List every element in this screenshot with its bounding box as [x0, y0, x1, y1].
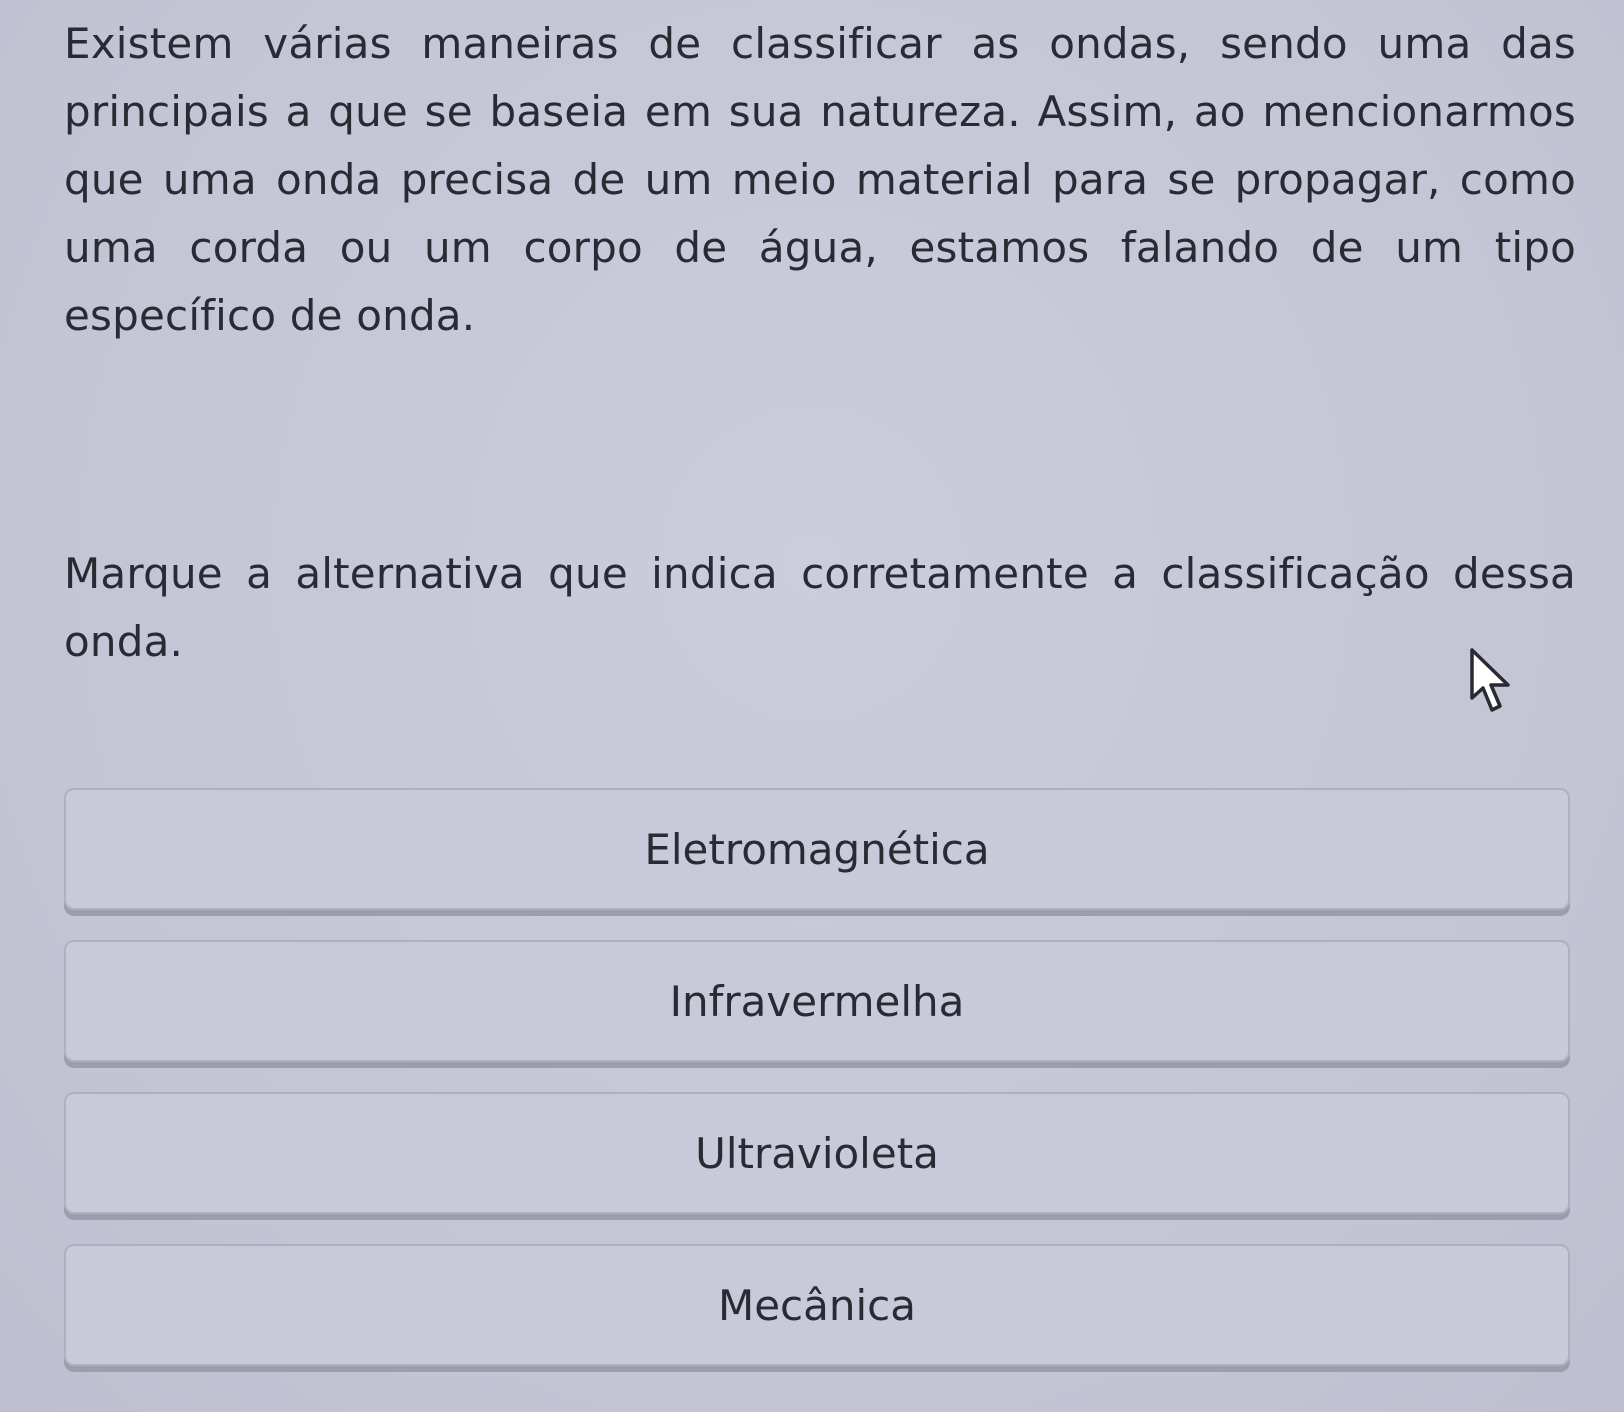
option-ultravioleta[interactable]: [64, 1092, 1570, 1214]
option-label: Mecânica: [717, 1280, 917, 1330]
mouse-pointer-icon: [1468, 648, 1514, 714]
answer-options: [64, 788, 1570, 1396]
option-label: Ultravioleta: [695, 1128, 939, 1178]
intro-paragraph: Existem várias maneiras de classificar as ondas, sendo uma das principais a que se baseia em sua natureza. Assim, ao mencionarmos que uma onda precisa de um meio material para se propagar, como uma corda ou um corpo de água, estamos falando de um tipo específico de onda.: [64, 19, 1576, 340]
option-mecanica[interactable]: [64, 1244, 1570, 1366]
question-prompt: Marque a alternativa que indica corretamente a classificação dessa onda.: [64, 549, 1576, 666]
option-infravermelha[interactable]: [64, 940, 1570, 1062]
option-eletromagnetica[interactable]: [64, 788, 1570, 910]
option-label: Infravermelha: [669, 976, 965, 1026]
option-label: Eletromagnética: [644, 824, 990, 874]
